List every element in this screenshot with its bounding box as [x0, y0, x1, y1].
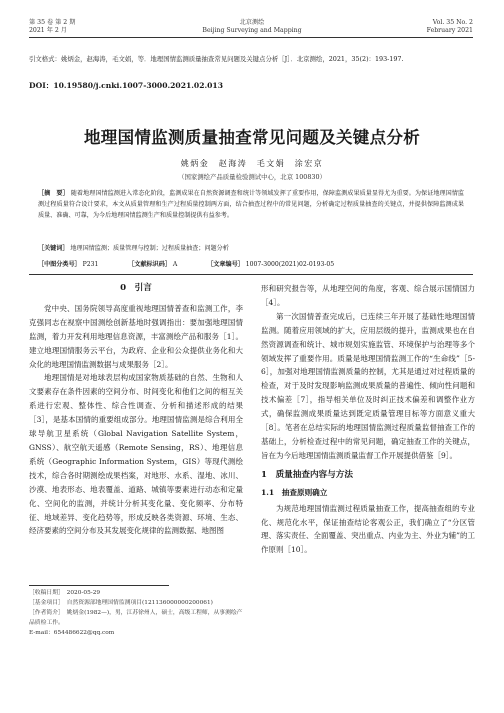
keywords-label: ［关键词］ [38, 245, 69, 252]
abstract-text: 随着地理国情监测进入常态化阶段，监测成果在自然资源调查和统计等领域发挥了重要作用，保障监测成果质量显得尤为重要。为保证地理国情监测过程质量符合设计要求，本文从质量管理和生产过程质量控制两方面，结合抽查过程中的常见问题，分析确定过程质量抽查的关键点，并提供保障监测成果质量、准确、可靠，为今后地理国情监测生产和质量控制提供有益参考。 [38, 190, 465, 220]
section-heading-1: 1 质量抽查内容与方法 [261, 469, 353, 480]
authors: 姚炳金 赵海涛 毛文娟 涂宏京 [180, 159, 324, 168]
intro-paragraph-2: 地理国情是对地球表层构成国家物质基础的自然、生物和人文要素存在条件因素的空间分布、时间变化和他们之间的相互关系进行宏观、整体性、综合性调查、分析和描述形成的结果［3］，是基本国情的重要组成部分。地理国情监测是综合利用全球导航卫星系统（Global Navigation Satellite System，GNSS）、航空航天遥感（Remote Sensing，RS）、地理信息系统（Geographic Information System，GIS）等现代测绘技术，综合各时期测绘成果档案，对地形、水系、湿地、冰川、沙漠、地表形态、地表覆盖、道路、城镇等要素进行动态和定量化、空间化的监测，并统计分析其变化量、变化频率、分布特征、地域差异、变化趋势等，形成反映各类资源、环境、生态、经济要素的空间分布及其发展变化规律的监测数据、地图图 [29, 373, 243, 536]
header-vol-en: Vol. 35 No. 2 [432, 19, 473, 26]
affiliation: （国家测绘产品质量检验测试中心，北京 100830） [178, 173, 326, 181]
journal-title-cn: 北京测绘 [239, 19, 265, 26]
section-heading-1-1: 1.1 抽查原则确立 [261, 487, 328, 497]
right-paragraph-2: 为规范地理国情监测过程质量抽查工作，提高抽查组的专业化、规范化水平，保证抽查结论客观公正，我们确立了“分区管理、落实责任、全面覆盖、突出重点、内业为主、外业为辅”的工作原则［10］。 [261, 503, 475, 555]
footnotes [29, 588, 243, 638]
header-volume-en [427, 19, 473, 35]
received-date: ［收稿日期］ 2020-05-29 [29, 590, 101, 596]
journal-title-en: Beijing Surveying and Mapping [202, 27, 302, 34]
header-date: 2021 年 2 月 [29, 27, 67, 34]
author-email[interactable]: E-mail：654486622@qq.com [29, 630, 115, 636]
article-number-label: ［文章编号］ [207, 261, 244, 268]
paper-title: 地理国情监测质量抽查常见问题及关键点分析 [84, 128, 420, 147]
intro-paragraph-1: 党中央、国务院领导高度重视地理国情普查和监测工作，李克强同志在视察中国测绘创新基地时强调指出：要加强地理国情监测，着力开发利用地理信息资源，丰富测绘产品和服务［1］。建立地理国情服务云平台，为政府、企业和公众提供业务化和大众化的地理国情监测数据与成果服务［2］。 [29, 303, 243, 369]
keywords-text: 地理国情监测；质量管理与控制；过程质量抽查；问题分析 [70, 245, 229, 252]
header-rule [29, 37, 473, 38]
abstract [38, 188, 464, 222]
header-volume-issue: 第 35 卷 第 2 期 [29, 19, 76, 26]
author-bio: ［作者简介］ 姚炳金(1982—)，男，江苏徐州人，硕士，高级工程师，从事测绘产品质检工作。 [29, 610, 243, 626]
left-column [29, 282, 243, 538]
classification-line [38, 260, 464, 270]
fund-project: ［基金项目］ 自然资源部地理国情监测项目(121136000000200061) [29, 600, 213, 606]
section-heading-intro: 0 引言 [120, 283, 152, 293]
right-column [261, 282, 475, 557]
header-date-en: February 2021 [426, 27, 473, 34]
abstract-label: ［摘 要］ [38, 190, 69, 197]
right-paragraph-0: 形和研究报告等，从地理空间的角度，客观、综合展示国情国力［4］。 [261, 284, 475, 307]
doi[interactable]: DOI：10.19580/j.cnki.1007-3000.2021.02.013 [29, 81, 223, 90]
article-number-value: 1007-3000(2021)02-0193-05 [245, 261, 335, 268]
citation-format: 引文格式：姚炳金，赵海涛，毛文娟，等．地理国情监测质量抽查常见问题及关键点分析［J］．北京测绘，2021，35(2)：193-197. [29, 55, 404, 63]
right-paragraph-1: 第一次国情普查完成后，已连续三年开展了基础性地理国情监测。随着应用领域的扩大，应用层级的提升，监测成果也在自然资源调查和统计、城市规划实施监管、环境保护与治理等多个领域发挥了重要作用。质量是地理国情监测工作的“生命线”［5-6］，加强对地理国情监测质量的控制，尤其是通过对过程质量的检查，对于及时发现影响监测成果质量的普遍性、倾向性问题和技术偏差［7］，指导相关单位及时纠正技术偏差和调整作业方式，确保监测成果质量达到既定质量管理目标等方面意义重大［8］。笔者在总结实际的地理国情监测过程质量监督抽查工作的基础上，分析检查过程中的常见问题，确定抽查工作的关键点，旨在为今后地理国情监测质量监督工作开展提供借鉴［9］。 [261, 311, 475, 460]
doc-code-value: A [172, 261, 178, 268]
doc-code-label: ［文献标识码］ [128, 261, 171, 268]
abstract-rule [29, 274, 473, 275]
clc-label: ［中图分类号］ [38, 261, 81, 268]
clc-value: P231 [82, 261, 99, 268]
footnote-rule [29, 585, 169, 586]
keywords [38, 244, 464, 254]
